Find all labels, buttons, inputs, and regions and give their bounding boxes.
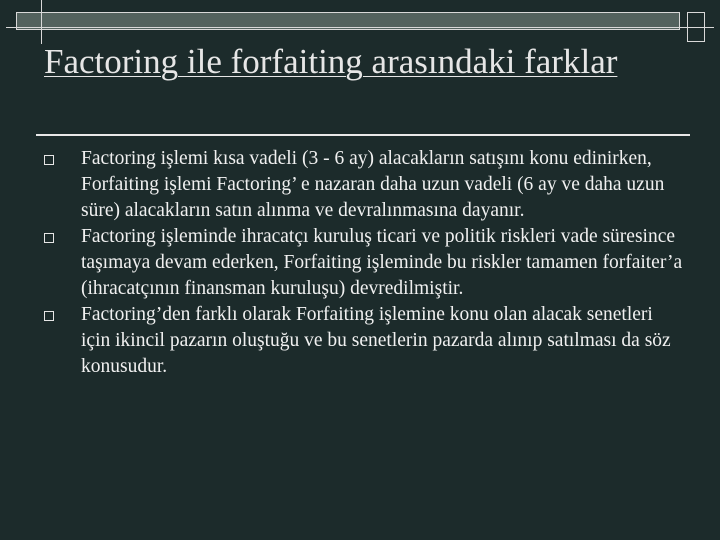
bullet-text: Factoring işleminde ihracatçı kuruluş ticari ve politik riskleri vade süresince taşımaya devam ederken, Forfaiting işleminde bu riskler tamamen forfaiter’a (ihracatçının finansman kuruluşu) devredilmiştir. (81, 226, 683, 299)
bullet-text: Factoring işlemi kısa vadeli (3 - 6 ay) alacakların satışını konu edinirken, Forfaiting işlemi Factoring’ e nazaran daha uzun vadeli (6 ay ve daha uzun süre) alacakların satın alınma ve devralınmasına dayanır. (81, 148, 665, 221)
bullet-list (44, 146, 684, 380)
square-bullet-icon (44, 155, 54, 165)
left-decorative-rule (41, 0, 42, 44)
slide-title: Factoring ile forfaiting arasındaki farklar (44, 42, 618, 81)
bullet-text: Factoring’den farklı olarak Forfaiting işlemine konu olan alacak senetleri için ikincil pazarın oluştuğu ve bu senetlerin pazarda alınıp satılması da söz konusudur. (81, 304, 671, 377)
top-decorative-rule (6, 27, 714, 28)
square-bullet-icon (44, 233, 54, 243)
title-divider (36, 134, 690, 136)
bullet-item (44, 302, 684, 380)
bullet-item (44, 224, 684, 302)
bullet-item (44, 146, 684, 224)
square-bullet-icon (44, 311, 54, 321)
